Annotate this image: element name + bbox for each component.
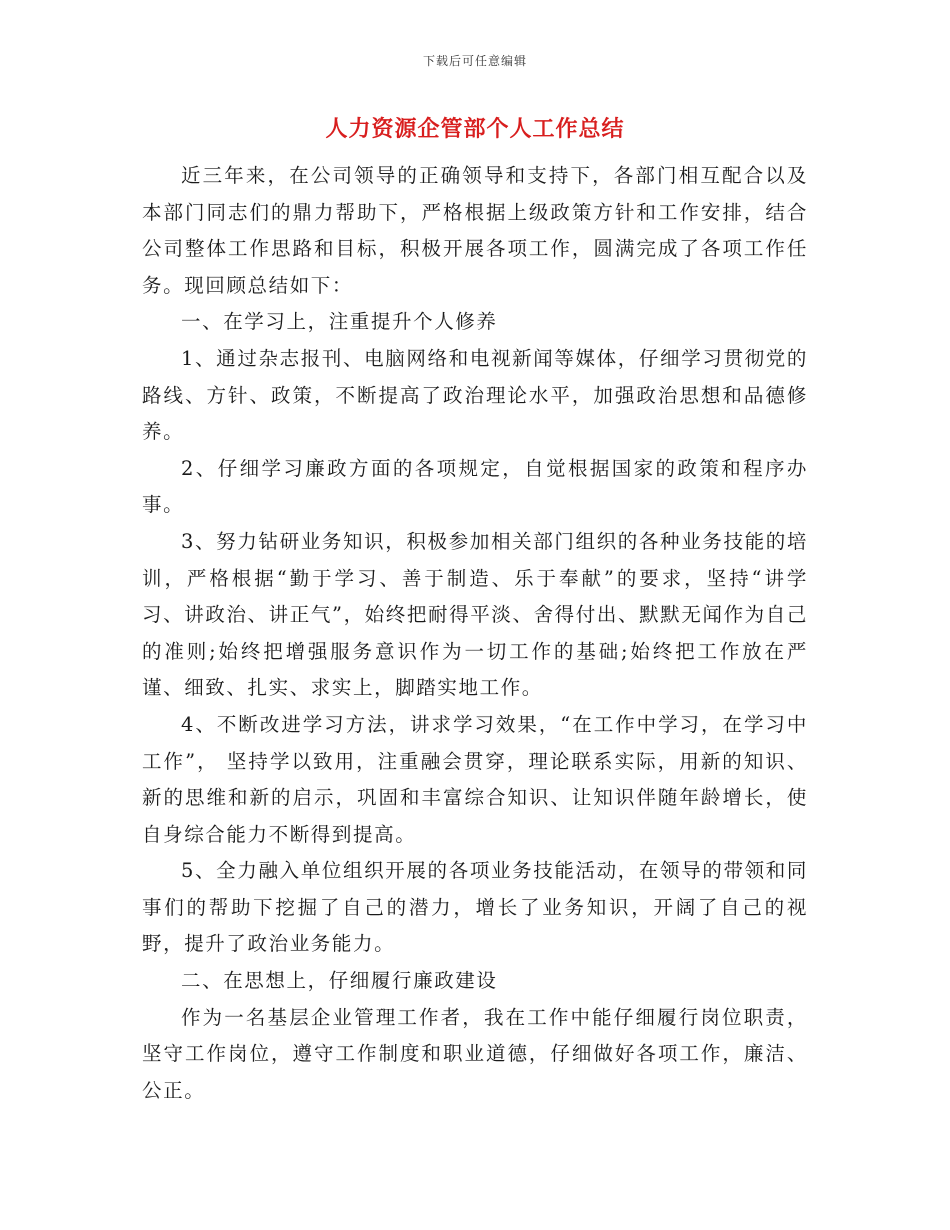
paragraph-item-2: 2、仔细学习廉政方面的各项规定，自觉根据国家的政策和程序办事。 <box>142 456 808 517</box>
document-title: 人力资源企管部个人工作总结 <box>325 116 625 142</box>
document-body <box>142 158 808 1109</box>
paragraph-intro: 近三年来，在公司领导的正确领导和支持下，各部门相互配合以及本部门同志们的鼎力帮助下，严格根据上级政策方针和工作安排，结合公司整体工作思路和目标，积极开展各项工作，圆满完成了各项工作任务。现回顾总结如下： <box>142 164 808 297</box>
section-heading-ideology: 二、在思想上，仔细履行廉政建设 <box>181 969 498 993</box>
paragraph-item-1: 1、通过杂志报刊、电脑网络和电视新闻等媒体，仔细学习贯彻党的路线、方针、政策，不断提高了政治理论水平，加强政治思想和品德修养。 <box>142 346 808 444</box>
paragraph-ideology: 作为一名基层企业管理工作者，我在工作中能仔细履行岗位职责，坚守工作岗位，遵守工作制度和职业道德，仔细做好各项工作，廉洁、公正。 <box>142 1005 808 1102</box>
paragraph-item-4: 4、不断改进学习方法，讲求学习效果，“在工作中学习，在学习中工作”， 坚持学以致用，注重融会贯穿，理论联系实际，用新的知识、新的思维和新的启示，巩固和丰富综合知识、让知识伴随年龄增长，使自身综合能力不断得到提高。 <box>142 712 808 846</box>
paragraph-item-5: 5、全力融入单位组织开展的各项业务技能活动，在领导的带领和同事们的帮助下挖掘了自己的潜力，增长了业务知识，开阔了自己的视野，提升了政治业务能力。 <box>142 859 808 956</box>
section-heading-study: 一、在学习上，注重提升个人修养 <box>181 310 498 334</box>
paragraph-item-3: 3、努力钻研业务知识，积极参加相关部门组织的各种业务技能的培训，严格根据“勤于学习、善于制造、乐于奉献”的要求，坚持“讲学习、讲政治、讲正气”，始终把耐得平淡、舍得付出、默默无闻作为自己的准则;始终把增强服务意识作为一切工作的基础;始终把工作放在严谨、细致、扎实、求实上，脚踏实地工作。 <box>142 529 808 700</box>
header-note: 下载后可任意编辑 <box>422 54 527 68</box>
